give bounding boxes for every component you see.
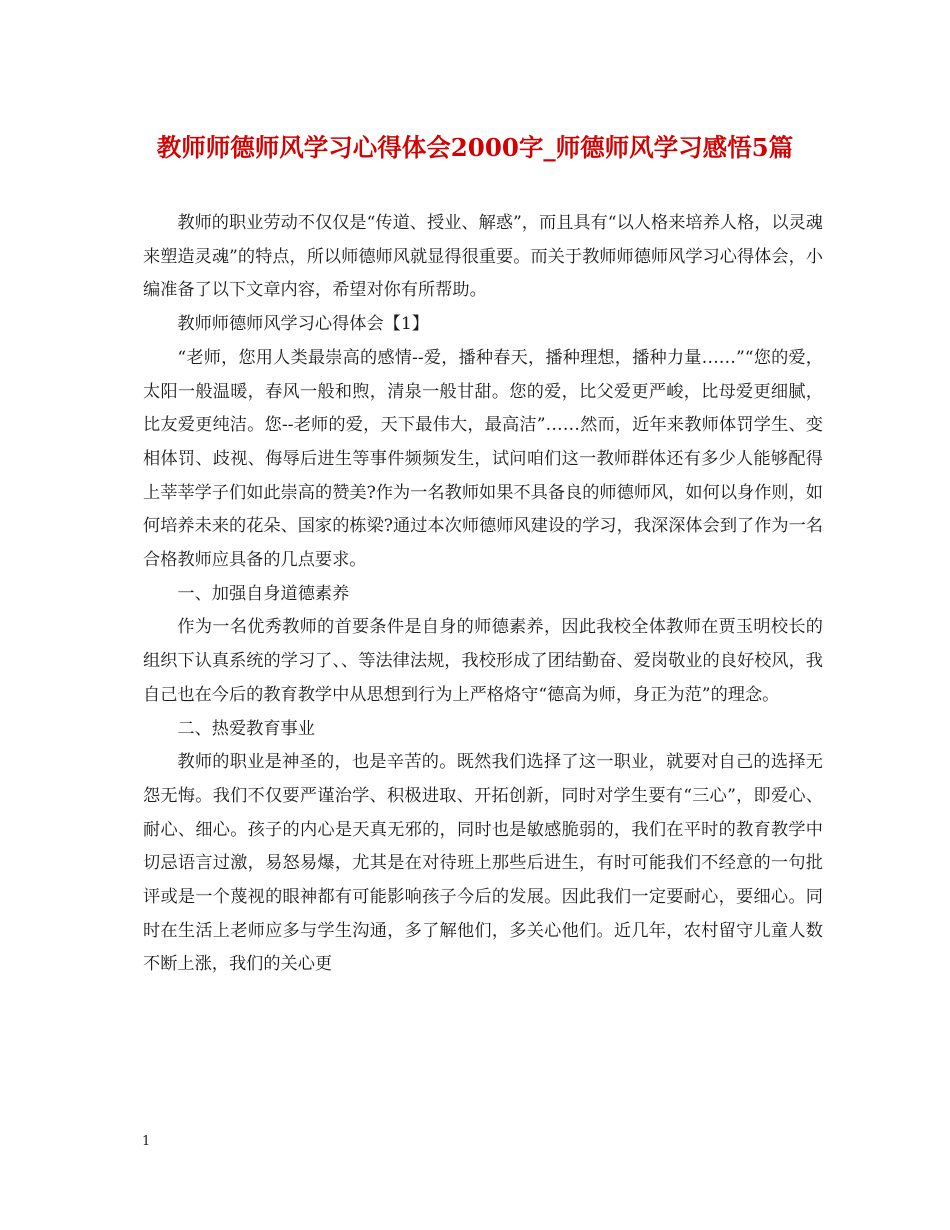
document-body bbox=[143, 207, 823, 982]
section-heading-1: 教师师德师风学习心得体会【1】 bbox=[177, 314, 429, 335]
intro-paragraph: 教师的职业劳动不仅仅是“传道、授业、解惑”，而且具有“以人格来培养人格，以灵魂来塑造灵魂”的特点，所以师德师风就显得很重要。而关于教师师德师风学习心得体会，小编准备了以下文章内容，希望对你有所帮助。 bbox=[143, 213, 823, 301]
page-number: 1 bbox=[142, 1134, 151, 1149]
quote-paragraph: “老师，您用人类最崇高的感情--爱，播种春天，播种理想，播种力量……”“您的爱，太阳一般温暖，春风一般和煦，清泉一般甘甜。您的爱，比父爱更严峻，比母爱更细腻，比友爱更纯洁。您--老师的爱，天下最伟大，最高洁”……然而，近年来教师体罚学生、变相体罚、歧视、侮辱后进生等事件频频发生，试问咱们这一教师群体还有多少人能够配得上莘莘学子们如此崇高的赞美?作为一名教师如果不具备良的师德师风，如何以身作则，如何培养未来的花朵、国家的栋梁?通过本次师德师风建设的学习，我深深体会到了作为一名合格教师应具备的几点要求。 bbox=[143, 347, 823, 571]
moral-cultivation-paragraph: 作为一名优秀教师的首要条件是自身的师德素养，因此我校全体教师在贾玉明校长的组织下认真系统的学习了、、等法律法规，我校形成了团结勤奋、爱岗敬业的良好校风，我自己也在今后的教育教学中从思想到行为上严格烙守“德高为师，身正为范”的理念。 bbox=[143, 617, 823, 705]
love-education-paragraph: 教师的职业是神圣的，也是辛苦的。既然我们选择了这一职业，就要对自己的选择无怨无悔。我们不仅要严谨治学、积极进取、开拓创新，同时对学生要有“三心”，即爱心、耐心、细心。孩子的内心是天真无邪的，同时也是敏感脆弱的，我们在平时的教育教学中切忌语言过激，易怒易爆，尤其是在对待班上那些后进生，有时可能我们不经意的一句批评或是一个蔑视的眼神都有可能影响孩子今后的发展。因此我们一定要耐心，要细心。同时在生活上老师应多与学生沟通，多了解他们，多关心他们。近几年，农村留守儿童人数不断上涨，我们的关心更 bbox=[143, 752, 823, 975]
subheading-love-education: 二、热爱教育事业 bbox=[177, 718, 315, 739]
subheading-moral-cultivation: 一、加强自身道德素养 bbox=[177, 583, 350, 604]
document-title: 教师师德师风学习心得体会2000字_师德师风学习感悟5篇 bbox=[156, 133, 794, 162]
